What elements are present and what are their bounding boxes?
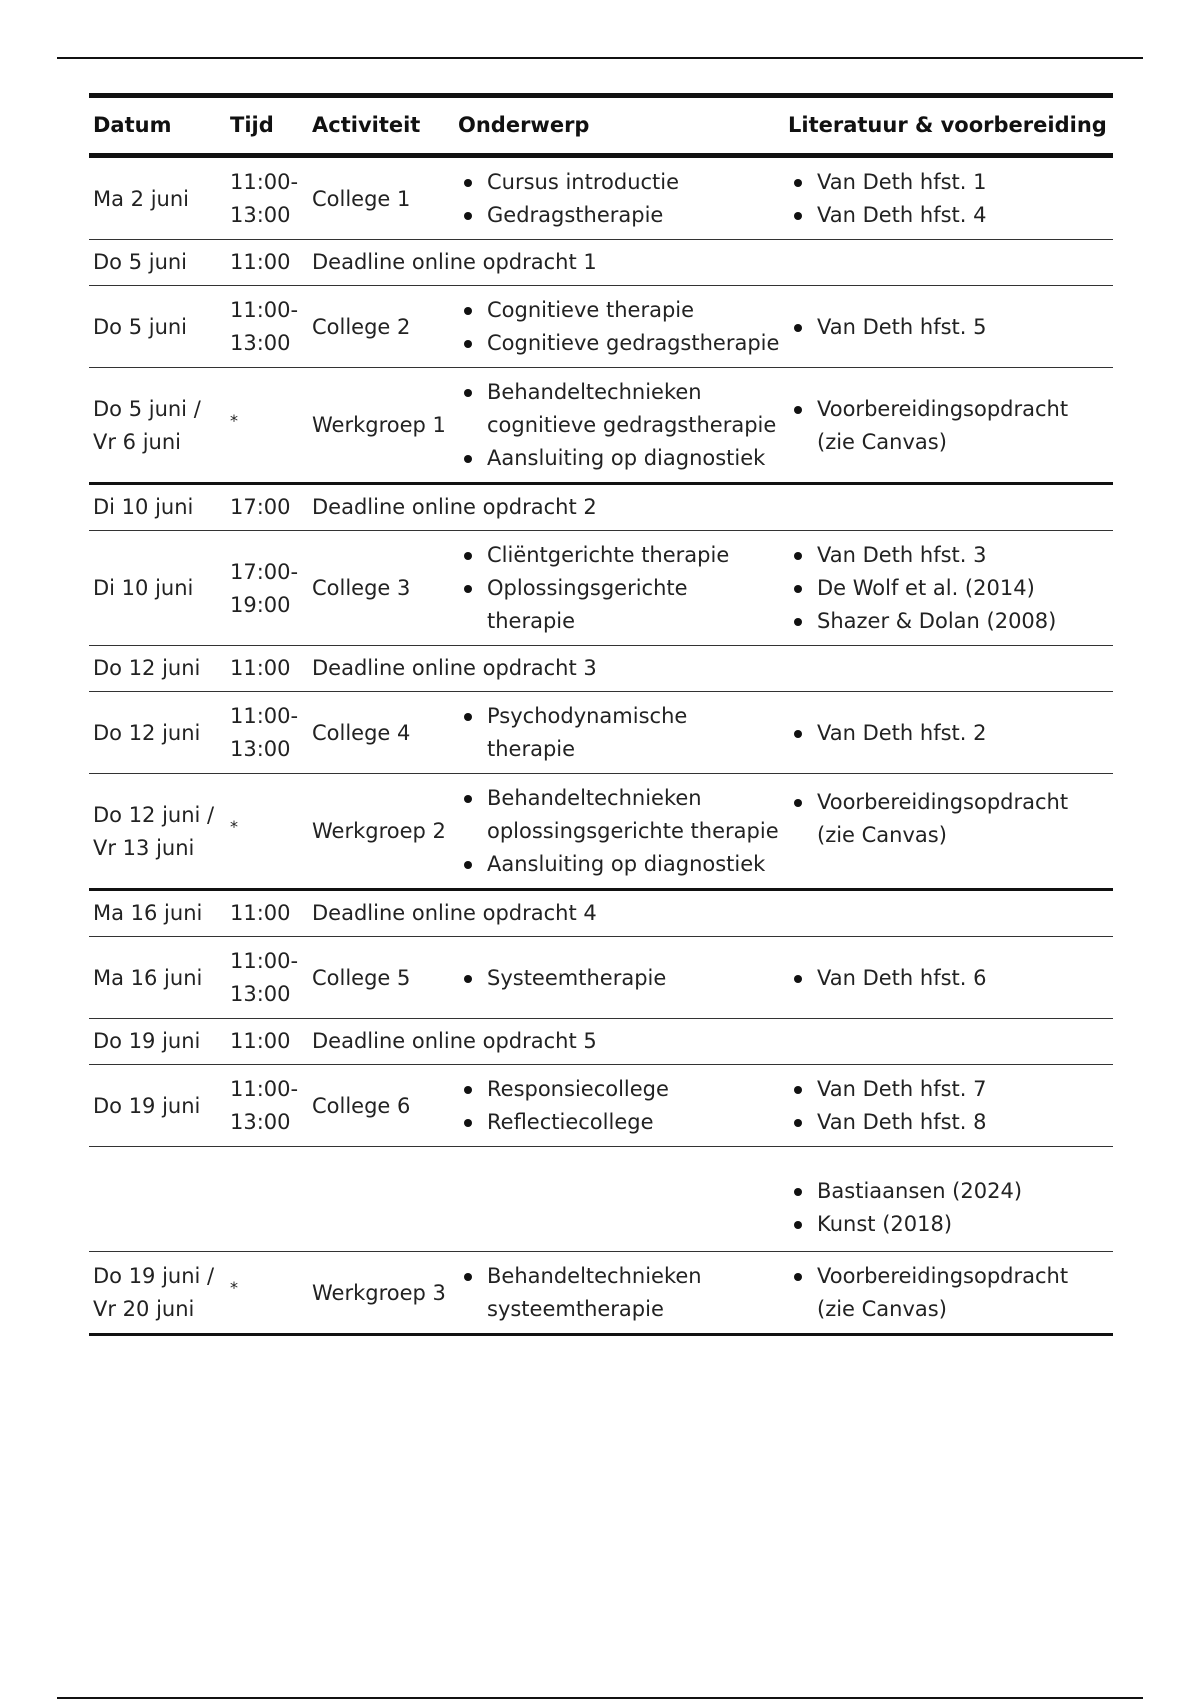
- table-row: [89, 692, 1113, 774]
- table-row: [89, 1147, 1113, 1252]
- date-text: Vr 20 juni: [93, 1297, 195, 1321]
- cell-datum: Do 5 juni: [89, 286, 226, 368]
- literature-list: [788, 786, 1109, 852]
- cell-literatuur: [784, 1252, 1113, 1335]
- list-item: Gedragstherapie: [487, 199, 780, 232]
- table-row: [89, 286, 1113, 368]
- time-start: 11:00-: [230, 1077, 299, 1101]
- literature-list: [788, 311, 1109, 344]
- date-text: Do 19 juni /: [93, 1264, 215, 1288]
- header-onderwerp: Onderwerp: [454, 96, 784, 156]
- topic-list: [458, 1073, 780, 1139]
- topic-list: [458, 376, 780, 475]
- date-text: Vr 13 juni: [93, 835, 195, 860]
- list-item: Responsiecollege: [487, 1073, 780, 1106]
- date-text: Do 12 juni /: [93, 802, 215, 827]
- list-item: Van Deth hfst. 2: [817, 717, 1109, 750]
- list-item: Aansluiting op diagnostiek: [487, 442, 780, 475]
- header-literatuur: Literatuur & voorbereiding: [784, 96, 1113, 156]
- cell-tijd: 11:00: [226, 890, 308, 937]
- topic-list: [458, 1260, 780, 1326]
- cell-tijd: [226, 1065, 308, 1147]
- cell-tijd: [226, 1252, 308, 1335]
- cell-datum: [89, 1252, 226, 1335]
- date-text: Ma 2 juni: [93, 186, 189, 211]
- list-item: Van Deth hfst. 5: [817, 311, 1109, 344]
- list-item: Van Deth hfst. 1: [817, 166, 1109, 199]
- list-item: Shazer & Dolan (2008): [817, 605, 1109, 638]
- cell-onderwerp: [454, 156, 784, 240]
- list-item: Behandeltechnieken oplossingsgerichte therapie: [487, 782, 780, 848]
- cell-tijd: [226, 286, 308, 368]
- table-row: [89, 531, 1113, 646]
- list-item: Voorbereidingsopdracht (zie Canvas): [817, 393, 1109, 459]
- cell-onderwerp: [454, 531, 784, 646]
- list-item: Cognitieve gedragstherapie: [487, 327, 780, 360]
- cell-literatuur: [784, 156, 1113, 240]
- cell-datum: Ma 16 juni: [89, 937, 226, 1019]
- cell-onderwerp: [454, 1252, 784, 1335]
- cell-tijd: 11:00: [226, 646, 308, 692]
- deadline-row: [89, 240, 1113, 286]
- cell-onderwerp: [454, 286, 784, 368]
- header-activiteit: Activiteit: [308, 96, 454, 156]
- header-row: [89, 96, 1113, 156]
- table-row: [89, 368, 1113, 484]
- cell-onderwerp: [454, 1065, 784, 1147]
- topic-list: [458, 700, 780, 766]
- cell-datum: [89, 1147, 226, 1252]
- list-item: Van Deth hfst. 6: [817, 962, 1109, 995]
- list-item: Aansluiting op diagnostiek: [487, 848, 780, 881]
- list-item: Reflectiecollege: [487, 1106, 780, 1139]
- cell-datum: Do 12 juni: [89, 692, 226, 774]
- cell-datum: [89, 774, 226, 890]
- cell-onderwerp: [454, 774, 784, 890]
- time-end: 13:00: [230, 1110, 291, 1134]
- cell-tijd: 11:00: [226, 240, 308, 286]
- literature-list: [788, 1260, 1109, 1326]
- list-item: Psychodynamische therapie: [487, 700, 780, 766]
- time-start: 11:00-: [230, 170, 299, 194]
- list-item: Kunst (2018): [817, 1208, 1109, 1241]
- cell-activiteit: College 2: [308, 286, 454, 368]
- time-start: 11:00-: [230, 298, 299, 322]
- cell-tijd: [226, 774, 308, 890]
- list-item: Bastiaansen (2024): [817, 1175, 1109, 1208]
- cell-activiteit: College 3: [308, 531, 454, 646]
- cell-deadline: Deadline online opdracht 2: [308, 484, 1113, 531]
- cell-datum: Do 19 juni: [89, 1019, 226, 1065]
- date-text: Do 5 juni /: [93, 396, 201, 421]
- cell-tijd: [226, 692, 308, 774]
- page-top-rule: [57, 57, 1143, 59]
- table-row: [89, 774, 1113, 890]
- time-end: 13:00: [230, 331, 291, 355]
- list-item: Behandeltechnieken systeemtherapie: [487, 1260, 780, 1326]
- literature-list: [788, 717, 1109, 750]
- deadline-row: [89, 1019, 1113, 1065]
- list-item: Cursus introductie: [487, 166, 780, 199]
- literature-list: [788, 166, 1109, 232]
- cell-literatuur: [784, 1065, 1113, 1147]
- topic-list: [458, 539, 780, 638]
- list-item: De Wolf et al. (2014): [817, 572, 1109, 605]
- cell-literatuur: [784, 1147, 1113, 1252]
- cell-onderwerp: [454, 368, 784, 484]
- list-item: Oplossingsgerichte therapie: [487, 572, 780, 638]
- cell-deadline: Deadline online opdracht 1: [308, 240, 1113, 286]
- cell-literatuur: [784, 692, 1113, 774]
- time-start: 11:00-: [230, 949, 299, 973]
- schedule-table: [89, 93, 1113, 1336]
- cell-tijd: 17:00: [226, 484, 308, 531]
- literature-list: [788, 962, 1109, 995]
- time-end: 19:00: [230, 592, 291, 617]
- list-item: Van Deth hfst. 3: [817, 539, 1109, 572]
- cell-datum: [89, 368, 226, 484]
- cell-tijd: [226, 368, 308, 484]
- cell-deadline: Deadline online opdracht 3: [308, 646, 1113, 692]
- list-item: Voorbereidingsopdracht (zie Canvas): [817, 1260, 1109, 1326]
- topic-list: [458, 294, 780, 360]
- time-start: 17:00-: [230, 559, 299, 584]
- cell-onderwerp: [454, 692, 784, 774]
- table-row: [89, 1065, 1113, 1147]
- cell-literatuur: [784, 286, 1113, 368]
- cell-literatuur: [784, 774, 1113, 890]
- cell-activiteit: College 6: [308, 1065, 454, 1147]
- cell-activiteit: Werkgroep 1: [308, 368, 454, 484]
- deadline-row: [89, 484, 1113, 531]
- cell-activiteit: College 1: [308, 156, 454, 240]
- literature-list: [788, 393, 1109, 459]
- time-start: 11:00-: [230, 704, 299, 728]
- cell-activiteit: [308, 1147, 454, 1252]
- cell-datum: Ma 16 juni: [89, 890, 226, 937]
- asterisk-mark: *: [230, 816, 238, 836]
- cell-deadline: Deadline online opdracht 5: [308, 1019, 1113, 1065]
- literature-list: [788, 1073, 1109, 1139]
- topic-list: [458, 782, 780, 881]
- cell-literatuur: [784, 531, 1113, 646]
- cell-activiteit: Werkgroep 3: [308, 1252, 454, 1335]
- topic-list: [458, 962, 780, 995]
- table-row: [89, 937, 1113, 1019]
- asterisk-mark: *: [230, 410, 238, 430]
- list-item: Voorbereidingsopdracht (zie Canvas): [817, 786, 1109, 852]
- date-text: Vr 6 juni: [93, 429, 181, 454]
- list-item: Behandeltechnieken cognitieve gedragstherapie: [487, 376, 780, 442]
- cell-literatuur: [784, 937, 1113, 1019]
- header-tijd: Tijd: [226, 96, 308, 156]
- list-item: Cliëntgerichte therapie: [487, 539, 780, 572]
- table-row: [89, 1252, 1113, 1335]
- cell-datum: Di 10 juni: [89, 484, 226, 531]
- deadline-row: [89, 646, 1113, 692]
- table-row: [89, 156, 1113, 240]
- asterisk-mark: *: [230, 1278, 238, 1297]
- cell-activiteit: College 4: [308, 692, 454, 774]
- cell-tijd: [226, 937, 308, 1019]
- list-item: Van Deth hfst. 8: [817, 1106, 1109, 1139]
- cell-tijd: [226, 531, 308, 646]
- time-end: 13:00: [230, 203, 291, 227]
- cell-tijd: 11:00: [226, 1019, 308, 1065]
- list-item: Cognitieve therapie: [487, 294, 780, 327]
- time-end: 13:00: [230, 982, 291, 1006]
- cell-tijd: [226, 1147, 308, 1252]
- literature-list: [788, 1175, 1109, 1241]
- list-item: Systeemtherapie: [487, 962, 780, 995]
- topic-list: [458, 166, 780, 232]
- list-item: Van Deth hfst. 7: [817, 1073, 1109, 1106]
- cell-onderwerp: [454, 937, 784, 1019]
- cell-activiteit: College 5: [308, 937, 454, 1019]
- cell-datum: Do 12 juni: [89, 646, 226, 692]
- cell-onderwerp: [454, 1147, 784, 1252]
- cell-tijd: [226, 156, 308, 240]
- page-bottom-rule: [57, 1697, 1143, 1699]
- cell-literatuur: [784, 368, 1113, 484]
- cell-datum: [89, 156, 226, 240]
- list-item: Van Deth hfst. 4: [817, 199, 1109, 232]
- cell-datum: Do 5 juni: [89, 240, 226, 286]
- header-datum: Datum: [89, 96, 226, 156]
- deadline-row: [89, 890, 1113, 937]
- cell-datum: Do 19 juni: [89, 1065, 226, 1147]
- cell-deadline: Deadline online opdracht 4: [308, 890, 1113, 937]
- cell-datum: Di 10 juni: [89, 531, 226, 646]
- time-end: 13:00: [230, 737, 291, 761]
- cell-activiteit: Werkgroep 2: [308, 774, 454, 890]
- literature-list: [788, 539, 1109, 638]
